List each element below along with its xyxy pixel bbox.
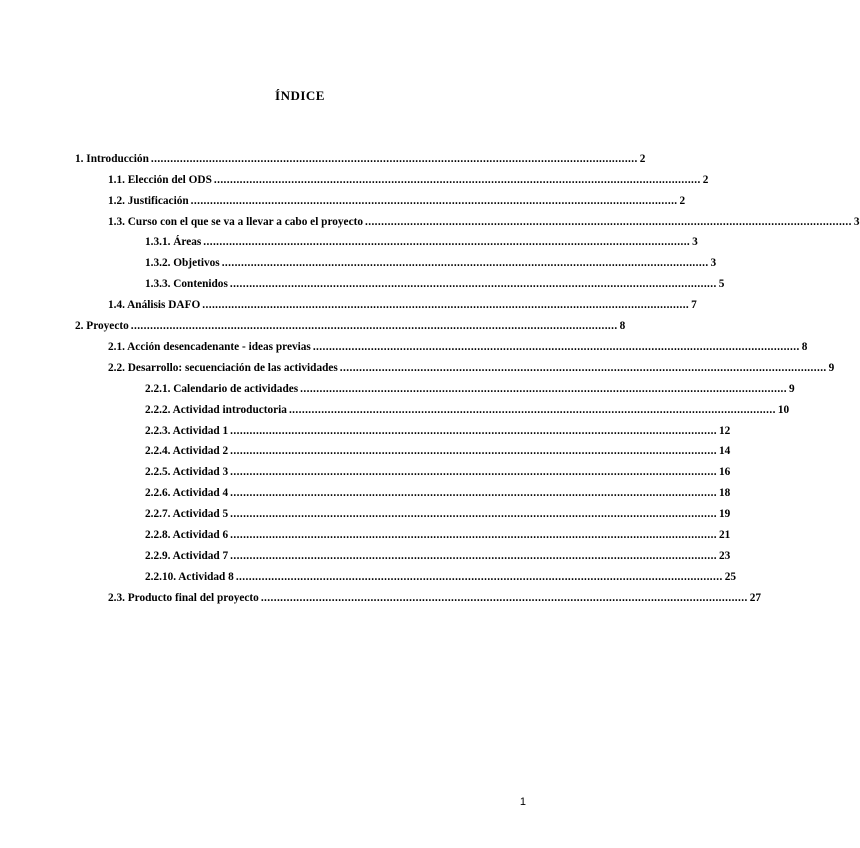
toc-leader-dots: ....................................................................................................................................................... bbox=[213, 174, 701, 186]
toc-entry-page: 16 bbox=[719, 466, 731, 478]
toc-leader-dots: ....................................................................................................................................................... bbox=[288, 404, 776, 416]
toc-entry-page: 23 bbox=[719, 550, 731, 562]
toc-entry-label: 2. Proyecto bbox=[75, 320, 129, 332]
toc-entry[interactable] bbox=[145, 506, 731, 522]
toc-leader-dots: ....................................................................................................................................................... bbox=[300, 383, 787, 395]
toc-leader-dots: ....................................................................................................................................................... bbox=[230, 529, 718, 541]
toc-entry[interactable] bbox=[145, 443, 731, 459]
toc-entry[interactable] bbox=[108, 360, 835, 376]
toc-entry-label: 2.2.2. Actividad introductoria bbox=[145, 404, 287, 416]
toc-entry-page: 7 bbox=[691, 299, 697, 311]
toc-entry-page: 2 bbox=[679, 195, 686, 207]
toc-leader-dots: ....................................................................................................................................................... bbox=[230, 508, 718, 520]
toc-entry-page: 21 bbox=[719, 529, 731, 541]
toc-entry[interactable] bbox=[75, 151, 646, 167]
toc-entry[interactable] bbox=[145, 548, 731, 564]
toc-leader-dots: ....................................................................................................................................................... bbox=[229, 278, 717, 290]
toc-entry-label: 1. Introducción bbox=[75, 153, 149, 165]
toc-leader-dots: ....................................................................................................................................................... bbox=[235, 571, 723, 583]
toc-leader-dots: ....................................................................................................................................................... bbox=[150, 153, 638, 165]
toc-entry-page: 9 bbox=[789, 383, 795, 395]
toc-entry[interactable] bbox=[145, 527, 731, 543]
toc-entry-page: 5 bbox=[718, 278, 725, 290]
toc-entry[interactable] bbox=[145, 381, 795, 397]
toc-entry-label: 2.3. Producto final del proyecto bbox=[108, 592, 259, 604]
toc-entry-label: 1.3.3. Contenidos bbox=[145, 278, 228, 290]
toc-entry-label: 2.2.3. Actividad 1 bbox=[145, 425, 229, 437]
toc-entry[interactable] bbox=[108, 214, 860, 230]
toc-entry-label: 2.2.7. Actividad 5 bbox=[145, 508, 229, 520]
toc-entry[interactable] bbox=[145, 423, 731, 439]
toc-entry[interactable] bbox=[108, 193, 686, 209]
toc-entry-label: 1.4. Análisis DAFO bbox=[108, 299, 201, 311]
toc-entry[interactable] bbox=[145, 276, 725, 292]
toc-entry-label: 1.1. Elección del ODS bbox=[108, 174, 212, 186]
toc-entry[interactable] bbox=[108, 172, 709, 188]
toc-entry-label: 2.2.6. Actividad 4 bbox=[145, 487, 229, 499]
toc-entry-page: 3 bbox=[710, 257, 717, 269]
toc-leader-dots: ....................................................................................................................................................... bbox=[202, 299, 690, 311]
toc-entry[interactable] bbox=[108, 297, 697, 313]
toc-entry[interactable] bbox=[145, 569, 736, 585]
toc-entry-page: 19 bbox=[719, 508, 731, 520]
toc-entry-page: 27 bbox=[749, 592, 761, 604]
toc-entry-page: 3 bbox=[692, 236, 698, 248]
toc-entry[interactable] bbox=[145, 402, 790, 418]
toc-entry-page: 25 bbox=[724, 571, 736, 583]
toc-leader-dots: ....................................................................................................................................................... bbox=[365, 216, 852, 228]
toc-entry-label: 1.3. Curso con el que se va a llevar a cabo el proyecto bbox=[108, 216, 363, 228]
toc-entry[interactable] bbox=[145, 255, 717, 271]
toc-entry-label: 2.2.9. Actividad 7 bbox=[145, 550, 229, 562]
toc-leader-dots: ....................................................................................................................................................... bbox=[230, 550, 718, 562]
toc-entry-page: 8 bbox=[619, 320, 626, 332]
toc-leader-dots: ....................................................................................................................................................... bbox=[190, 195, 678, 207]
toc-title: ÍNDICE bbox=[275, 88, 325, 103]
toc-entry-label: 2.2.5. Actividad 3 bbox=[145, 466, 229, 478]
toc-entry-page: 14 bbox=[719, 445, 731, 457]
toc-entry-label: 2.2.8. Actividad 6 bbox=[145, 529, 229, 541]
toc-leader-dots: ....................................................................................................................................................... bbox=[203, 236, 691, 248]
toc-leader-dots: ....................................................................................................................................................... bbox=[312, 341, 800, 353]
page-number: 1 bbox=[519, 796, 526, 808]
toc-entry-label: 1.3.2. Objetivos bbox=[145, 257, 220, 269]
toc-entry-page: 8 bbox=[801, 341, 808, 353]
toc-entry-label: 2.2.10. Actividad 8 bbox=[145, 571, 234, 583]
toc-entry-page: 3 bbox=[853, 216, 860, 228]
toc-leader-dots: ....................................................................................................................................................... bbox=[230, 487, 718, 499]
toc-leader-dots: ....................................................................................................................................................... bbox=[221, 257, 709, 269]
toc-entry-label: 2.1. Acción desencadenante - ideas previas bbox=[108, 341, 311, 353]
toc-entry-page: 9 bbox=[828, 362, 835, 374]
toc-entry[interactable] bbox=[75, 318, 626, 334]
toc-entry[interactable] bbox=[145, 234, 698, 250]
toc-entry[interactable] bbox=[108, 590, 761, 606]
toc-entry-page: 12 bbox=[719, 425, 731, 437]
toc-entry-label: 2.2.4. Actividad 2 bbox=[145, 445, 229, 457]
toc-entry-page: 2 bbox=[639, 153, 646, 165]
toc-entry-page: 18 bbox=[719, 487, 731, 499]
toc-entry-label: 2.2.1. Calendario de actividades bbox=[145, 383, 299, 395]
toc-entry-label: 1.2. Justificación bbox=[108, 195, 189, 207]
toc-entry[interactable] bbox=[108, 339, 808, 355]
toc-entry-label: 1.3.1. Áreas bbox=[145, 236, 202, 248]
toc-leader-dots: ....................................................................................................................................................... bbox=[130, 320, 618, 332]
toc-entry-page: 2 bbox=[702, 174, 709, 186]
toc-leader-dots: ....................................................................................................................................................... bbox=[260, 592, 748, 604]
toc-entry[interactable] bbox=[145, 485, 731, 501]
toc-entry-page: 10 bbox=[777, 404, 790, 416]
toc-entry-label: 2.2. Desarrollo: secuenciación de las actividades bbox=[108, 362, 338, 374]
toc-leader-dots: ....................................................................................................................................................... bbox=[230, 466, 718, 478]
toc-leader-dots: ....................................................................................................................................................... bbox=[230, 445, 718, 457]
toc-leader-dots: ....................................................................................................................................................... bbox=[339, 362, 827, 374]
toc-entry[interactable] bbox=[145, 464, 731, 480]
toc-leader-dots: ....................................................................................................................................................... bbox=[230, 425, 718, 437]
